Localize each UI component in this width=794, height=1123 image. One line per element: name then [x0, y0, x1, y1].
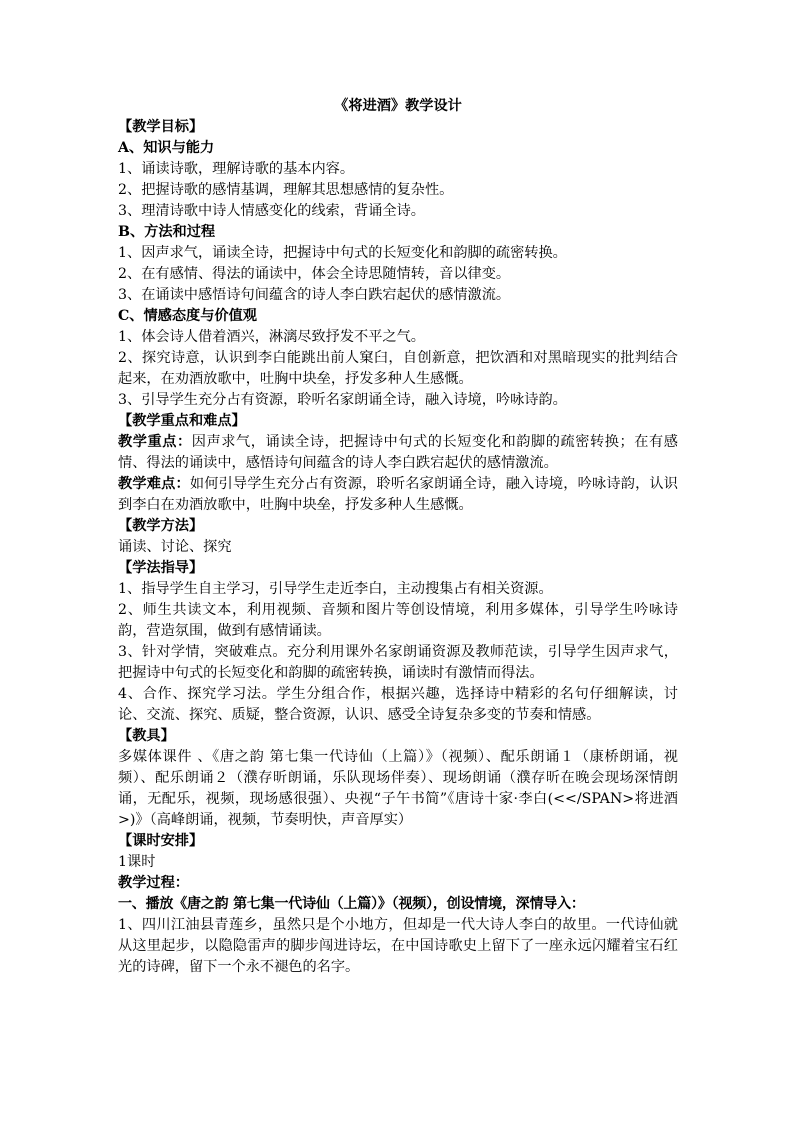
teaching-focus-text: 因声求气，诵读全诗，把握诗中句式的长短变化和韵脚的疏密转换；在有感情、得法的诵读中，感悟诗句间蕴含的诗人李白跌宕起伏的感情激流。 [118, 434, 678, 471]
schedule-heading: 【课时安排】 [118, 833, 204, 849]
guidance-item: 4、合作、探究学习法。学生分组合作，根据兴趣，选择诗中精彩的名句仔细解读，讨论、交流、探究、质疑，整合资源，认识、感受全诗复杂多变的节奏和情感。 [118, 686, 678, 723]
guidance-item: 3、针对学情，突破难点。充分利用课外名家朗诵资源及教师范读，引导学生因声求气，把握诗中句式的长短变化和韵脚的疏密转换，诵读时有激情而得法。 [118, 644, 678, 681]
process-step1-text: 1、四川江油县青莲乡，虽然只是个小地方，但却是一代大诗人李白的故里。一代诗仙就从这里起步，以隐隐雷声的脚步闯进诗坛，在中国诗歌史上留下了一座永远闪耀着宝石红光的诗碑，留下一个永不褪色的名字。 [118, 917, 678, 975]
goals-a-item: 2、把握诗歌的感情基调，理解其思想感情的复杂性。 [118, 182, 454, 198]
goals-c-item: 3、引导学生充分占有资源，聆听名家朗诵全诗，融入诗境，吟咏诗韵。 [118, 392, 567, 408]
process-step1-heading: 一、播放《唐之韵 第七集一代诗仙（上篇）》（视频），创设情境，深情导入： [118, 896, 585, 912]
tools-text: 多媒体课件 、《唐之韵 第七集一代诗仙（上篇）》（视频）、配乐朗诵１（康桥朗诵，视频）、配乐朗诵２（濮存昕朗诵，乐队现场伴奏）、现场朗诵（濮存昕在晚会现场深情朗诵，无配乐，视频，现场感很强）、央视“子午书简”《唐诗十家·李白(<</SPAN>将进酒>)》（高峰朗诵，视频，节奏明快，声音厚实） [118, 749, 678, 828]
teaching-difficulty [118, 474, 678, 516]
key-points-heading: 【教学重点和难点】 [118, 413, 246, 429]
teaching-focus-label: 教学重点： [118, 434, 192, 450]
teaching-focus [118, 432, 678, 474]
goals-b-heading: B、方法和过程 [118, 224, 216, 240]
goals-c-item: 1、体会诗人借着酒兴，淋漓尽致抒发不平之气。 [118, 329, 425, 345]
goals-c-item: 2、探究诗意，认识到李白能跳出前人窠臼，自创新意，把饮酒和对黑暗现实的批判结合起来，在劝酒放歌中，吐胸中块垒，抒发多种人生感慨。 [118, 350, 678, 387]
goals-a-item: 1、诵读诗歌，理解诗歌的基本内容。 [118, 161, 355, 177]
process-heading: 教学过程： [118, 875, 189, 891]
document-title: 《将进酒》教学设计 [334, 98, 462, 114]
goals-b-item: 3、在诵读中感悟诗句间蕴含的诗人李白跌宕起伏的感情激流。 [118, 287, 511, 303]
document-page [118, 96, 678, 978]
goals-a-heading: A、知识与能力 [118, 140, 215, 156]
tools-heading: 【教具】 [118, 728, 175, 744]
methods-text: 诵读、讨论、探究 [118, 539, 232, 555]
guidance-item: 1、指导学生自主学习，引导学生走近李白，主动搜集占有相关资源。 [118, 581, 553, 597]
goals-b-item: 2、在有感情、得法的诵读中，体会全诗思随情转，音以律变。 [118, 266, 511, 282]
goals-c-heading: C、情感态度与价值观 [118, 308, 257, 324]
goals-a-item: 3、理清诗歌中诗人情感变化的线索，背诵全诗。 [118, 203, 425, 219]
guidance-item: 2、师生共读文本，利用视频、音频和图片等创设情境，利用多媒体，引导学生吟咏诗韵，营造氛围，做到有感情诵读。 [118, 602, 678, 639]
goals-b-item: 1、因声求气，诵读全诗，把握诗中句式的长短变化和韵脚的疏密转换。 [118, 245, 567, 261]
guidance-heading: 【学法指导】 [118, 560, 204, 576]
goals-heading: 【教学目标】 [118, 119, 204, 135]
teaching-difficulty-text: 如何引导学生充分占有资源，聆听名家朗诵全诗，融入诗境，吟咏诗韵，认识到李白在劝酒放歌中，吐胸中块垒，抒发多种人生感慨。 [118, 476, 678, 513]
teaching-difficulty-label: 教学难点： [118, 476, 190, 492]
methods-heading: 【教学方法】 [118, 518, 204, 534]
schedule-text: 1课时 [118, 854, 156, 870]
